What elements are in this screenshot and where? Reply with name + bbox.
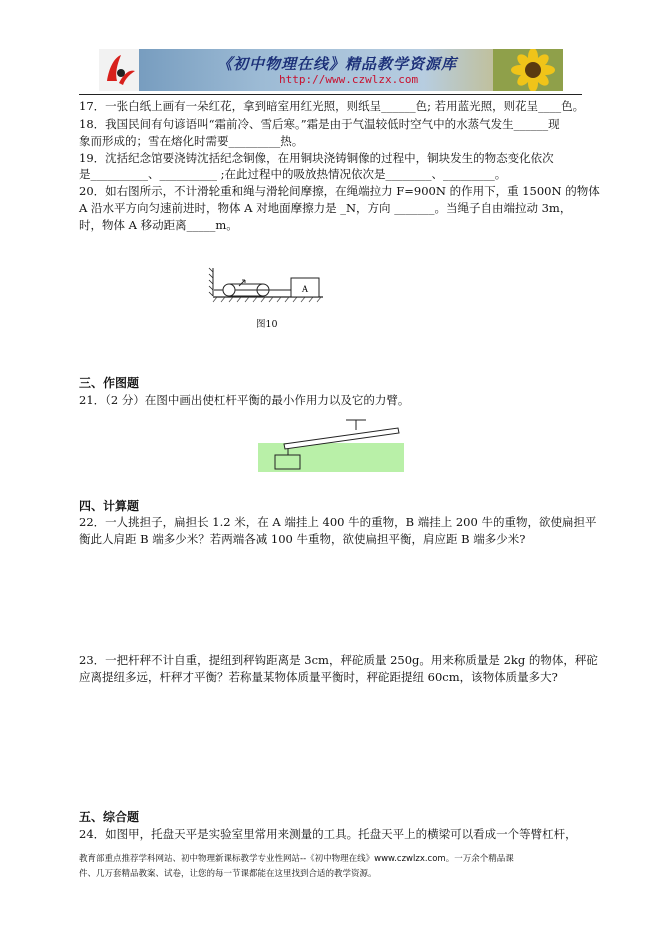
pulley-figure	[205, 266, 335, 314]
question-22-line-2: 衡此人肩距 B 端多少米？若两端各减 100 牛重物，欲使扁担平衡，肩应距 B 端多少米?	[79, 532, 526, 546]
section-drawing: 三、作图题	[79, 376, 140, 390]
lever-figure	[258, 418, 404, 474]
header-rule	[79, 94, 582, 95]
question-17: 17．一张白纸上画有一朵红花，拿到暗室用红光照，则纸呈______色; 若用蓝光照，则花呈____色。	[79, 99, 585, 113]
question-20-line-3: 时，物体 A 移动距离_____m。	[79, 218, 238, 232]
question-18-line-1: 18．我国民间有句谚语叫“霜前冷、雪后寒。”霜是由于气温较低时空气中的水蒸气发生______现	[79, 117, 560, 131]
footer-line-2: 件、几万套精品教案、试卷，让您的每一节课都能在这里找到合适的教学资源。	[79, 869, 377, 879]
question-23-line-1: 23．一把杆秤不计自重，提纽到秤钩距离是 3cm，秤砣质量 250g。用来称质量是 2kg 的物体，秤砣	[79, 653, 598, 667]
block-a-label: A	[301, 284, 309, 294]
question-19-line-1: 19．沈括纪念馆要浇铸沈括纪念铜像，在用铜块浇铸铜像的过程中，铜块发生的物态变化依次	[79, 151, 554, 165]
question-23-line-2: 应离提纽多远，杆秤才平衡？若称量某物体质量平衡时，秤砣距提纽 60cm，该物体质量多大?	[79, 670, 558, 684]
question-20-line-2: A 沿水平方向匀速前进时，物体 A 对地面摩擦力是 _N，方向 _______。当绳子自由端拉动 3m，	[79, 201, 572, 215]
question-20-line-1: 20．如右图所示，不计滑轮重和绳与滑轮间摩擦，在绳端拉力 F=900N 的作用下，重 1500N 的物体	[79, 184, 600, 198]
section-comprehensive: 五、综合题	[79, 810, 140, 824]
header-banner	[99, 49, 563, 91]
banner-title: 《初中物理在线》精品教学资源库	[217, 55, 458, 73]
logo-icon	[99, 49, 139, 91]
question-24-line-1: 24．如图甲，托盘天平是实验室里常用来测量的工具。托盘天平上的横梁可以看成一个等臂杠杆，	[79, 827, 577, 841]
question-19-line-2: 是__________、__________ ;在此过程中的吸放热情况依次是________、_________。	[79, 167, 507, 181]
question-21: 21．（2 分）在图中画出使杠杆平衡的最小作用力以及它的力臂。	[79, 393, 410, 407]
sunflower-icon	[493, 49, 563, 91]
banner-url[interactable]: http://www.czwlzx.com	[279, 73, 419, 86]
footer-line-1: 教育部重点推荐学科网站、初中物理新课标教学专业性网站--《初中物理在线》www.czwlzx.com。一万余个精品课	[79, 854, 514, 864]
figure-10-caption: 图10	[256, 319, 278, 330]
section-calculation: 四、计算题	[79, 499, 140, 513]
question-18-line-2: 象而形成的；雪在熔化时需要_________热。	[79, 134, 304, 148]
question-22-line-1: 22．一人挑担子，扁担长 1.2 米，在 A 端挂上 400 牛的重物，B 端挂上 200 牛的重物，欲使扁担平	[79, 515, 597, 529]
